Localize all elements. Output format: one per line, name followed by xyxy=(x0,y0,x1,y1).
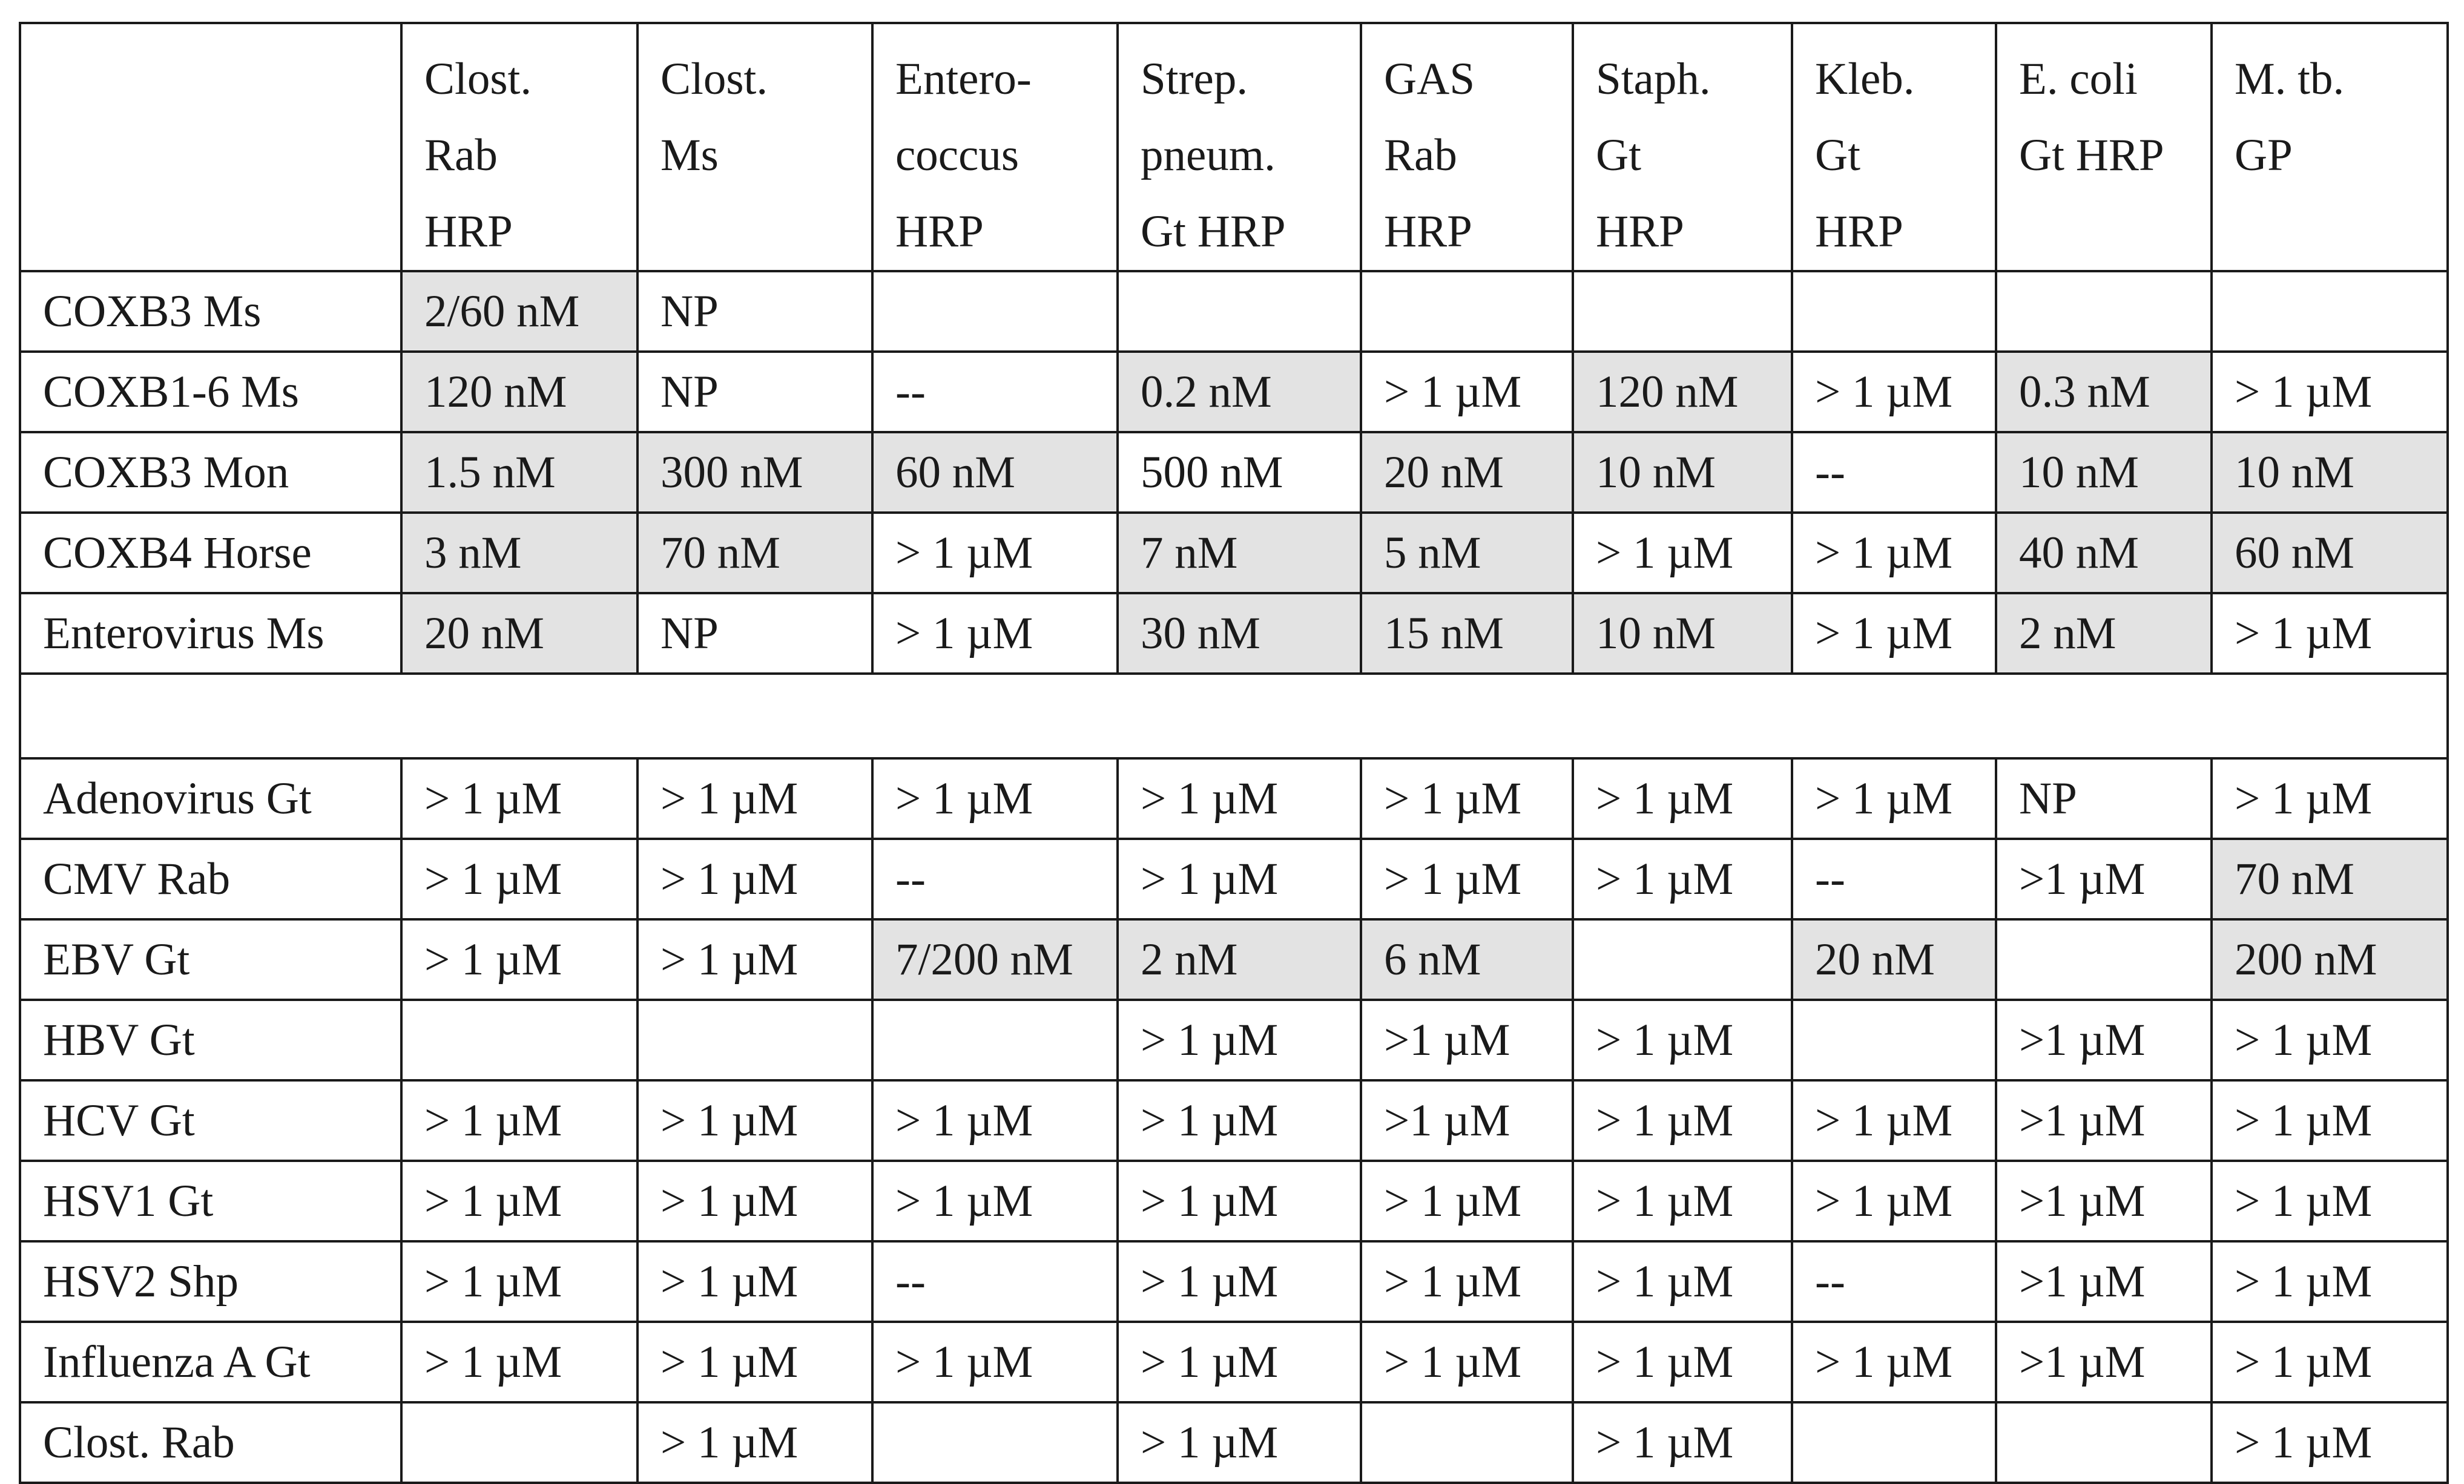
table-cell: 7/200 nM xyxy=(872,919,1118,1000)
table-cell: > 1 µM xyxy=(637,758,872,839)
column-header-line: Gt xyxy=(1815,130,1860,180)
separator-cell xyxy=(2212,674,2448,758)
table-cell: > 1 µM xyxy=(2212,1161,2448,1241)
table-cell: > 1 µM xyxy=(2212,1241,2448,1322)
table-row xyxy=(20,513,2448,593)
table-cell: 2 nM xyxy=(1118,919,1361,1000)
table-cell: > 1 µM xyxy=(2212,1080,2448,1161)
table-cell: -- xyxy=(872,839,1118,919)
header-corner-cell xyxy=(20,23,401,271)
table-cell: 40 nM xyxy=(1996,513,2212,593)
table-cell: > 1 µM xyxy=(1792,352,1996,432)
table-cell: > 1 µM xyxy=(401,1080,637,1161)
column-header-line: Strep. xyxy=(1141,54,1248,104)
table-row xyxy=(20,1080,2448,1161)
table-cell: > 1 µM xyxy=(1792,1322,1996,1402)
table-cell: > 1 µM xyxy=(872,593,1118,674)
table-cell: 0.2 nM xyxy=(1118,352,1361,432)
table-cell: 20 nM xyxy=(1792,919,1996,1000)
table-cell: NP xyxy=(637,271,872,352)
table-cell xyxy=(2212,271,2448,352)
row-label: Adenovirus Gt xyxy=(20,758,401,839)
table-cell: 10 nM xyxy=(1996,432,2212,513)
table-cell: > 1 µM xyxy=(2212,1322,2448,1402)
column-header xyxy=(1792,23,1996,271)
table-cell: 7 nM xyxy=(1118,513,1361,593)
table-cell: 3 nM xyxy=(401,513,637,593)
table-cell xyxy=(1361,1402,1573,1483)
column-header-line: M. tb. xyxy=(2235,54,2345,104)
table-cell: > 1 µM xyxy=(1118,1161,1361,1241)
table-cell: > 1 µM xyxy=(1361,352,1573,432)
column-header-line xyxy=(43,117,400,194)
column-header-line: Rab xyxy=(424,130,498,180)
table-cell: >1 µM xyxy=(1996,1161,2212,1241)
table-cell: 1.5 nM xyxy=(401,432,637,513)
table-cell: > 1 µM xyxy=(1118,1080,1361,1161)
table-cell xyxy=(1996,919,2212,1000)
table-row xyxy=(20,839,2448,919)
table-cell: > 1 µM xyxy=(1361,839,1573,919)
table-cell: > 1 µM xyxy=(401,1241,637,1322)
table-cell: 10 nM xyxy=(1573,593,1792,674)
table-cell xyxy=(1792,271,1996,352)
table-cell: > 1 µM xyxy=(637,1161,872,1241)
column-header-line: pneum. xyxy=(1141,130,1276,180)
column-header xyxy=(1996,23,2212,271)
table-cell: > 1 µM xyxy=(872,1322,1118,1402)
column-header-line: Gt HRP xyxy=(1141,206,1286,257)
table-cell: > 1 µM xyxy=(1573,1322,1792,1402)
table-cell: > 1 µM xyxy=(1361,758,1573,839)
table-cell xyxy=(1996,271,2212,352)
column-header-line: HRP xyxy=(1815,206,1903,257)
column-header xyxy=(1361,23,1573,271)
table-cell: 120 nM xyxy=(401,352,637,432)
table-row xyxy=(20,593,2448,674)
table-cell: > 1 µM xyxy=(872,1080,1118,1161)
table-cell: > 1 µM xyxy=(1573,513,1792,593)
table-cell: > 1 µM xyxy=(2212,1402,2448,1483)
table-cell: > 1 µM xyxy=(872,758,1118,839)
table-cell xyxy=(872,271,1118,352)
table-cell: 60 nM xyxy=(2212,513,2448,593)
table-cell: >1 µM xyxy=(1361,1080,1573,1161)
table-cell: > 1 µM xyxy=(1118,839,1361,919)
column-header xyxy=(2212,23,2448,271)
column-header-line: Clost. xyxy=(424,54,532,104)
table-cell: > 1 µM xyxy=(1792,1080,1996,1161)
column-header-line: Ms xyxy=(660,130,719,180)
table-cell: 2 nM xyxy=(1996,593,2212,674)
table-cell: 30 nM xyxy=(1118,593,1361,674)
table-cell: -- xyxy=(872,1241,1118,1322)
table-cell: 70 nM xyxy=(2212,839,2448,919)
table-cell: > 1 µM xyxy=(1573,1402,1792,1483)
table-cell: > 1 µM xyxy=(1361,1322,1573,1402)
table-cell xyxy=(1792,1000,1996,1080)
table-cell xyxy=(401,1402,637,1483)
table-cell: > 1 µM xyxy=(1573,1080,1792,1161)
table-cell: > 1 µM xyxy=(1573,1241,1792,1322)
separator-cell xyxy=(637,674,872,758)
table-cell: -- xyxy=(1792,1241,1996,1322)
column-header-line: HRP xyxy=(424,206,513,257)
row-label: COXB3 Mon xyxy=(20,432,401,513)
table-cell: >1 µM xyxy=(1996,839,2212,919)
table-cell: > 1 µM xyxy=(1118,758,1361,839)
table-cell: > 1 µM xyxy=(401,1322,637,1402)
table-cell: > 1 µM xyxy=(2212,758,2448,839)
table-row xyxy=(20,352,2448,432)
table-cell: > 1 µM xyxy=(1792,593,1996,674)
table-cell: 60 nM xyxy=(872,432,1118,513)
table-cell: > 1 µM xyxy=(637,919,872,1000)
column-header-line: Gt HRP xyxy=(2019,130,2164,180)
table-cell: > 1 µM xyxy=(637,1322,872,1402)
table-cell: > 1 µM xyxy=(872,1161,1118,1241)
table-cell: 10 nM xyxy=(2212,432,2448,513)
table-cell: > 1 µM xyxy=(2212,1000,2448,1080)
column-header-line: Staph. xyxy=(1596,54,1711,104)
column-header-line xyxy=(660,194,871,270)
table-cell: 15 nM xyxy=(1361,593,1573,674)
table-cell xyxy=(1996,1402,2212,1483)
separator-cell xyxy=(1996,674,2212,758)
table-cell: > 1 µM xyxy=(637,1402,872,1483)
column-header-line: Kleb. xyxy=(1815,54,1915,104)
table-cell xyxy=(401,1000,637,1080)
table-cell: 500 nM xyxy=(1118,432,1361,513)
row-label: Influenza A Gt xyxy=(20,1322,401,1402)
separator-cell xyxy=(1118,674,1361,758)
column-header-line xyxy=(43,194,400,270)
table-cell: > 1 µM xyxy=(2212,593,2448,674)
row-label: Enterovirus Ms xyxy=(20,593,401,674)
table-cell xyxy=(1792,1402,1996,1483)
column-header xyxy=(401,23,637,271)
column-header-line: HRP xyxy=(1384,206,1472,257)
table-cell: 2/60 nM xyxy=(401,271,637,352)
table-cell: 6 nM xyxy=(1361,919,1573,1000)
column-header xyxy=(872,23,1118,271)
column-header xyxy=(637,23,872,271)
row-label: HSV2 Shp xyxy=(20,1241,401,1322)
table-cell: 300 nM xyxy=(637,432,872,513)
table-cell: >1 µM xyxy=(1996,1080,2212,1161)
table-cell: > 1 µM xyxy=(637,1241,872,1322)
table-cell: > 1 µM xyxy=(1792,513,1996,593)
column-header-line: Clost. xyxy=(660,54,768,104)
table-cell: 10 nM xyxy=(1573,432,1792,513)
table-cell: > 1 µM xyxy=(1573,1161,1792,1241)
row-label: CMV Rab xyxy=(20,839,401,919)
separator-cell xyxy=(872,674,1118,758)
table-cell xyxy=(1573,919,1792,1000)
table-cell: > 1 µM xyxy=(637,839,872,919)
row-label: COXB3 Ms xyxy=(20,271,401,352)
table-cell: 20 nM xyxy=(401,593,637,674)
table-cell: > 1 µM xyxy=(1361,1161,1573,1241)
table-cell: > 1 µM xyxy=(1118,1241,1361,1322)
table-cell: > 1 µM xyxy=(401,839,637,919)
column-header-line: Rab xyxy=(1384,130,1457,180)
table-cell: > 1 µM xyxy=(1573,758,1792,839)
table-cell xyxy=(1361,271,1573,352)
table-cell: 0.3 nM xyxy=(1996,352,2212,432)
column-header-line: HRP xyxy=(1596,206,1684,257)
table-cell: >1 µM xyxy=(1996,1241,2212,1322)
table-cell: NP xyxy=(1996,758,2212,839)
table-cell: >1 µM xyxy=(1361,1000,1573,1080)
table-cell: > 1 µM xyxy=(1792,1161,1996,1241)
table-row xyxy=(20,919,2448,1000)
separator-cell xyxy=(20,674,401,758)
table-cell xyxy=(1573,271,1792,352)
table-row xyxy=(20,1322,2448,1402)
table-cell: > 1 µM xyxy=(1573,839,1792,919)
table-cell: -- xyxy=(1792,432,1996,513)
group-separator-row xyxy=(20,674,2448,758)
table-row xyxy=(20,1161,2448,1241)
separator-cell xyxy=(1361,674,1573,758)
column-header-line: HRP xyxy=(895,206,984,257)
column-header-line: GAS xyxy=(1384,54,1475,104)
column-header-line: coccus xyxy=(895,130,1020,180)
separator-cell xyxy=(1792,674,1996,758)
table-row xyxy=(20,758,2448,839)
row-label: COXB4 Horse xyxy=(20,513,401,593)
table-cell: > 1 µM xyxy=(401,758,637,839)
table-cell: 70 nM xyxy=(637,513,872,593)
table-cell: 200 nM xyxy=(2212,919,2448,1000)
table-cell: -- xyxy=(1792,839,1996,919)
table-row xyxy=(20,432,2448,513)
table-row xyxy=(20,271,2448,352)
header-row xyxy=(20,23,2448,271)
table-cell: 20 nM xyxy=(1361,432,1573,513)
separator-cell xyxy=(1573,674,1792,758)
table-cell: 120 nM xyxy=(1573,352,1792,432)
row-label: HBV Gt xyxy=(20,1000,401,1080)
cross-reactivity-table xyxy=(19,22,2449,1484)
table-cell: -- xyxy=(872,352,1118,432)
table-cell xyxy=(1118,271,1361,352)
row-label: HSV1 Gt xyxy=(20,1161,401,1241)
row-label: EBV Gt xyxy=(20,919,401,1000)
table-cell: 5 nM xyxy=(1361,513,1573,593)
column-header-line: Gt xyxy=(1596,130,1641,180)
table-cell: > 1 µM xyxy=(1792,758,1996,839)
separator-cell xyxy=(401,674,637,758)
table-cell xyxy=(872,1000,1118,1080)
table-cell: > 1 µM xyxy=(401,919,637,1000)
row-label: COXB1-6 Ms xyxy=(20,352,401,432)
table-row xyxy=(20,1402,2448,1483)
table-cell: >1 µM xyxy=(1996,1322,2212,1402)
column-header-line xyxy=(43,41,400,117)
table-cell: > 1 µM xyxy=(401,1161,637,1241)
row-label: Clost. Rab xyxy=(20,1402,401,1483)
column-header-line: GP xyxy=(2235,130,2293,180)
column-header xyxy=(1573,23,1792,271)
table-cell: >1 µM xyxy=(1996,1000,2212,1080)
table-cell: > 1 µM xyxy=(872,513,1118,593)
table-cell: > 1 µM xyxy=(2212,352,2448,432)
table-cell xyxy=(872,1402,1118,1483)
table-cell: > 1 µM xyxy=(1118,1000,1361,1080)
table-cell: > 1 µM xyxy=(1118,1322,1361,1402)
table-cell: NP xyxy=(637,593,872,674)
table-cell: > 1 µM xyxy=(637,1080,872,1161)
row-label: HCV Gt xyxy=(20,1080,401,1161)
table-cell: > 1 µM xyxy=(1361,1241,1573,1322)
table-row xyxy=(20,1241,2448,1322)
column-header-line xyxy=(2019,194,2210,270)
table-cell xyxy=(637,1000,872,1080)
column-header-line xyxy=(2235,194,2446,270)
column-header-line: Entero- xyxy=(895,54,1032,104)
table-cell: NP xyxy=(637,352,872,432)
table-row xyxy=(20,1000,2448,1080)
column-header xyxy=(1118,23,1361,271)
column-header-line: E. coli xyxy=(2019,54,2138,104)
table-cell: > 1 µM xyxy=(1573,1000,1792,1080)
table-cell: > 1 µM xyxy=(1118,1402,1361,1483)
